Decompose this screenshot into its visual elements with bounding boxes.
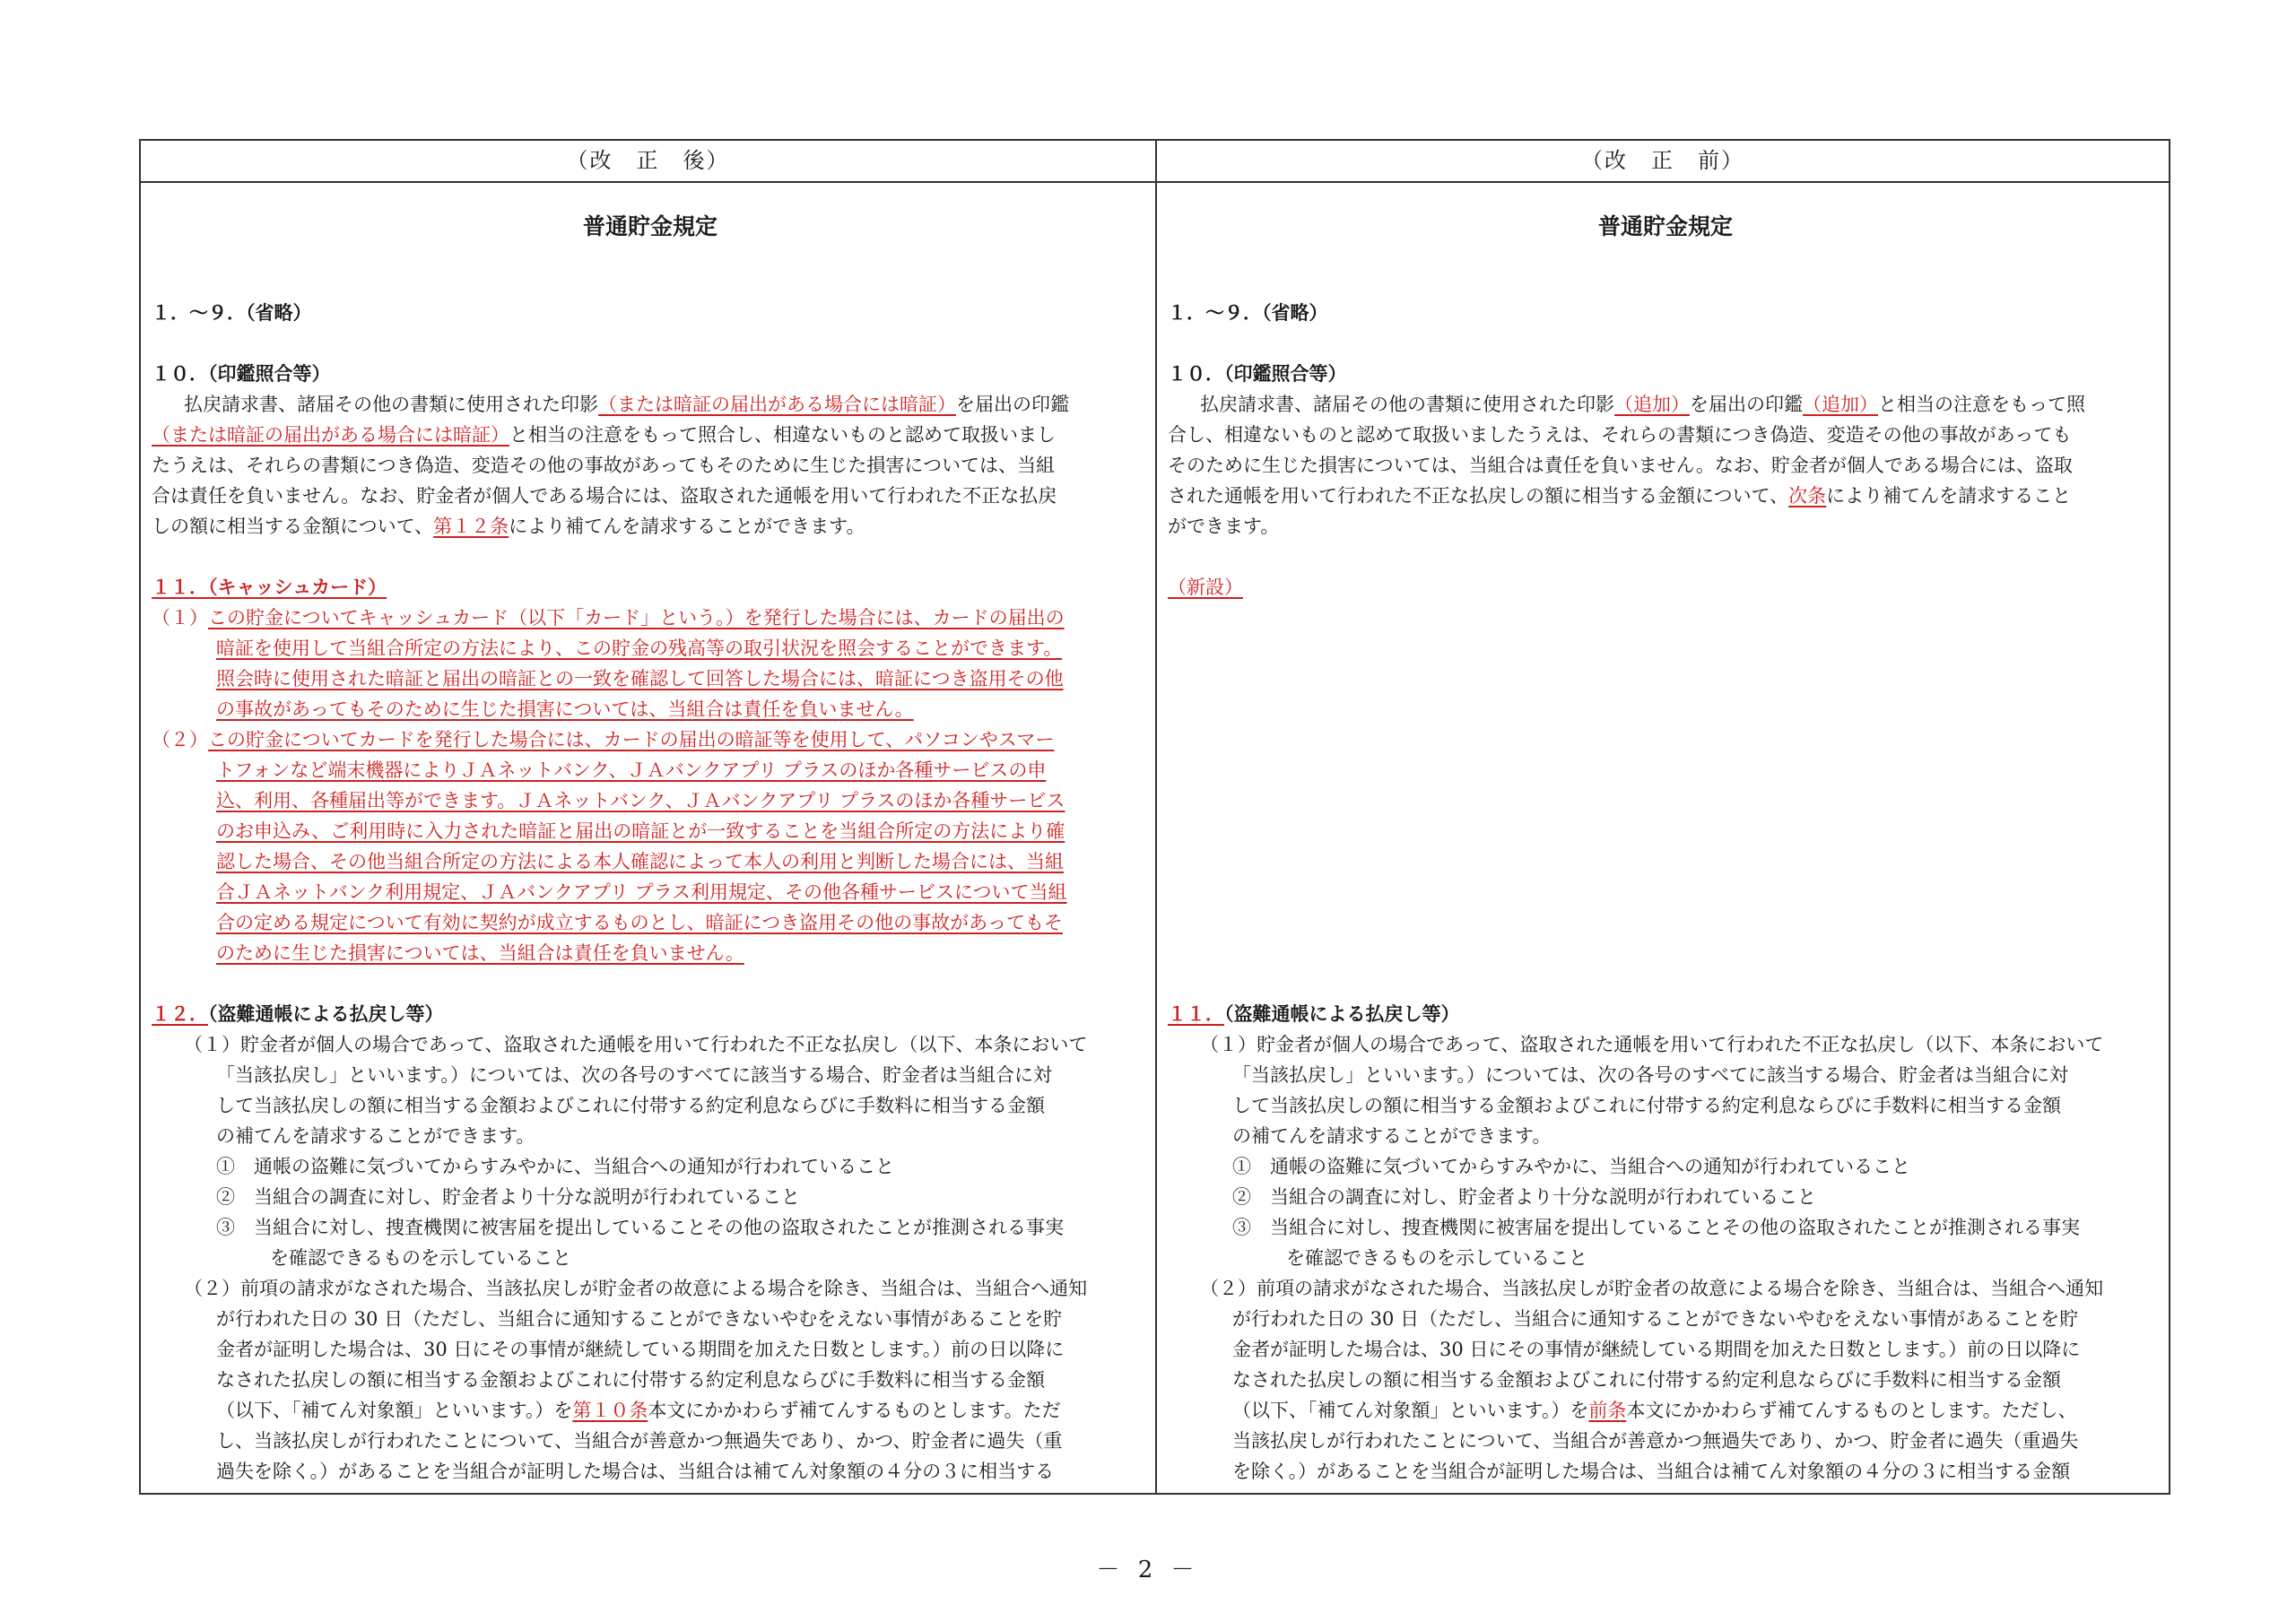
section-10-text: たうえは、それらの書類につき偽造、変造その他の事故があってもそのために生じた損害については、当組: [152, 455, 1055, 476]
section-10-text: [152, 389, 1149, 420]
section-10-heading: １０．（印鑑照合等）: [1168, 362, 1347, 385]
heading-text: （盗難通帳による払戻し等）: [208, 1002, 444, 1025]
section-10-text: [152, 511, 1149, 542]
clause-2: ② 当組合の調査に対し、貯金者より十分な説明が行われていること: [216, 1186, 800, 1208]
text: 払戻請求書、諸届その他の書類に使用された印影: [184, 394, 598, 415]
text: を届出の印鑑: [1690, 394, 1803, 415]
section-10-text: ができます。: [1168, 516, 1280, 537]
clause-3: ③ 当組合に対し、捜査機関に被害届を提出していることその他の盗取されたことが推測される事実: [216, 1217, 1064, 1238]
text: 払戻請求書、諸届その他の書類に使用された印影: [1200, 394, 1614, 415]
text: 本文にかかわらず補てんするものとします。ただし、: [1626, 1400, 2077, 1421]
para-2: が行われた日の 30 日（ただし、当組合に通知することができないやむをえない事情があることを貯: [216, 1308, 1063, 1330]
section-11-text: 暗証を使用して当組合所定の方法により、この貯金の残高等の取引状況を照会することができます。: [216, 638, 1063, 659]
section-11-text: 照会時に使用された暗証と届出の暗証との一致を確認して回答した場合には、暗証につき盗用その他: [216, 668, 1064, 690]
para-2: [152, 1395, 1149, 1426]
para-2: 金者が証明した場合は、30 日にその事情が継続している期間を加えた日数とします。）前の日以降に: [1232, 1339, 2081, 1360]
text: しの額に相当する金額について、: [152, 516, 434, 537]
revised-text: 第１２条: [433, 516, 509, 537]
revised-number: １２．: [152, 1002, 208, 1025]
text: （以下、「補てん対象額」といいます。）を: [216, 1400, 573, 1421]
text: により補てんを請求することができます。: [509, 516, 865, 537]
para-1: して当該払戻しの額に相当する金額およびこれに付帯する約定利息ならびに手数料に相当する金額: [216, 1095, 1045, 1116]
section-10-text: そのために生じた損害については、当組合は責任を負いません。なお、貯金者が個人である場合には、盗取: [1168, 455, 2073, 476]
para-2: が行われた日の 30 日（ただし、当組合に通知することができないやむをえない事情があることを貯: [1232, 1308, 2079, 1330]
section-11-item-1: [152, 603, 1149, 633]
section-1-9: １．～９．（省略）: [1168, 301, 1328, 324]
comparison-table: [139, 139, 2170, 1495]
column-divider: [1155, 141, 1157, 1493]
column-after: [152, 183, 1149, 1487]
para-1: （１）貯金者が個人の場合であって、盗取された通帳を用いて行われた不正な払戻し（以下、本条において: [184, 1034, 1088, 1055]
clause-3: を確認できるものを示していること: [270, 1247, 571, 1269]
para-1: 「当該払戻し」といいます。）については、次の各号のすべてに該当する場合、貯金者は当組合に対: [216, 1064, 1052, 1086]
clause-3: ③ 当組合に対し、捜査機関に被害届を提出していることその他の盗取されたことが推測される事実: [1232, 1217, 2080, 1238]
section-11-text: 合の定める規定について有効に契約が成立するものとし、暗証につき盗用その他の事故があってもそ: [216, 912, 1063, 933]
column-before: [1168, 183, 2163, 1487]
section-10-text: [1168, 389, 2163, 420]
text: と相当の注意をもって照合し、相違ないものと認めて取扱いまし: [509, 424, 1056, 446]
revised-number: １１．: [1168, 1002, 1224, 1025]
para-2: なされた払戻しの額に相当する金額およびこれに付帯する約定利息ならびに手数料に相当する金額: [1232, 1369, 2061, 1391]
clause-1: ① 通帳の盗難に気づいてからすみやかに、当組合への通知が行われていること: [1232, 1156, 1910, 1177]
para-1: 「当該払戻し」といいます。）については、次の各号のすべてに該当する場合、貯金者は当組合に対: [1232, 1064, 2068, 1086]
revised-text: （または暗証の届出がある場合には暗証）: [598, 394, 956, 415]
doc-title: 普通貯金規定: [582, 213, 718, 239]
header-after: （改 正 後）: [566, 148, 730, 173]
para-1: の補てんを請求することができます。: [1232, 1125, 1552, 1147]
para-1: して当該払戻しの額に相当する金額およびこれに付帯する約定利息ならびに手数料に相当する金額: [1232, 1095, 2061, 1116]
para-2: し、当該払戻しが行われたことについて、当組合が善意かつ無過失であり、かつ、貯金者に過失（重: [216, 1430, 1063, 1452]
section-11-heading: [1168, 999, 2163, 1029]
para-2: （２）前項の請求がなされた場合、当該払戻しが貯金者の故意による場合を除き、当組合は、当組合へ通知: [1200, 1278, 2104, 1299]
para-2: 金者が証明した場合は、30 日にその事情が継続している期間を加えた日数とします。）前の日以降に: [216, 1339, 1065, 1360]
section-1-9: １．～９．（省略）: [152, 301, 312, 324]
heading-text: （盗難通帳による払戻し等）: [1224, 1002, 1460, 1025]
clause-2: ② 当組合の調査に対し、貯金者より十分な説明が行われていること: [1232, 1186, 1816, 1208]
text: （以下、「補てん対象額」といいます。）を: [1232, 1400, 1589, 1421]
para-2: （２）前項の請求がなされた場合、当該払戻しが貯金者の故意による場合を除き、当組合は、当組合へ通知: [184, 1278, 1088, 1299]
text: と相当の注意をもって照: [1878, 394, 2085, 415]
section-10-text: 合は責任を負いません。なお、貯金者が個人である場合には、盗取された通帳を用いて行われた不正な払戻: [152, 485, 1057, 507]
text: された通帳を用いて行われた不正な払戻しの額に相当する金額について、: [1168, 485, 1789, 507]
section-11-text: 合ＪＡネットバンク利用規定、ＪＡバンクアプリ プラス利用規定、その他各種サービスについて当組: [216, 881, 1067, 903]
revised-text: この貯金についてキャッシュカード（以下「カード」という。）を発行した場合には、カードの届出の: [208, 607, 1065, 629]
clause-3: を確認できるものを示していること: [1286, 1247, 1587, 1269]
para-1: （１）貯金者が個人の場合であって、盗取された通帳を用いて行われた不正な払戻し（以下、本条において: [1200, 1034, 2104, 1055]
item-number: （１）: [152, 607, 208, 629]
section-11-text: のお申込み、ご利用時に入力された暗証と届出の暗証とが一致することを当組合所定の方法により確: [216, 820, 1065, 842]
section-11-text: 込、利用、各種届出等ができます。ＪＡネットバンク、ＪＡバンクアプリ プラスのほか各種サービス: [216, 790, 1065, 811]
section-10-heading: １０．（印鑑照合等）: [152, 362, 331, 385]
para-2: なされた払戻しの額に相当する金額およびこれに付帯する約定利息ならびに手数料に相当する金額: [216, 1369, 1045, 1391]
text: により補てんを請求すること: [1826, 485, 2072, 507]
revised-text: （または暗証の届出がある場合には暗証）: [152, 424, 509, 446]
clause-1: ① 通帳の盗難に気づいてからすみやかに、当組合への通知が行われていること: [216, 1156, 894, 1177]
section-11-text: 認した場合、その他当組合所定の方法による本人確認によって本人の利用と判断した場合には、当組: [216, 851, 1064, 872]
revised-text: 第１０条: [572, 1400, 648, 1421]
para-2: 当該払戻しが行われたことについて、当組合が善意かつ無過失であり、かつ、貯金者に過失（重過失: [1232, 1430, 2079, 1452]
item-number: （２）: [152, 729, 208, 750]
page-number: － 2 －: [1096, 1557, 1200, 1583]
doc-title: 普通貯金規定: [1597, 213, 1733, 239]
para-2: を除く。）があることを当組合が証明した場合は、当組合は補てん対象額の４分の３に相当する金額: [1232, 1461, 2071, 1482]
section-11-item-2: [152, 724, 1149, 755]
para-1: の補てんを請求することができます。: [216, 1125, 535, 1147]
section-10-text: [152, 420, 1149, 450]
para-2: 過失を除く。）があることを当組合が証明した場合は、当組合は補てん対象額の４分の３に相当する: [216, 1461, 1055, 1482]
section-11-text: トフォンなど端末機器によりＪＡネットバンク、ＪＡバンクアプリ プラスのほか各種サービスの申: [216, 759, 1047, 781]
section-11-text: の事故があってもそのために生じた損害については、当組合は責任を負いません。: [216, 698, 914, 720]
section-12-heading: [152, 999, 1149, 1029]
revised-text: 前条: [1588, 1400, 1627, 1421]
para-2: [1168, 1395, 2163, 1426]
section-11-heading: １１．（キャッシュカード）: [152, 576, 387, 598]
header-before: （改 正 前）: [1581, 148, 1744, 173]
revised-text: この貯金についてカードを発行した場合には、カードの届出の暗証等を使用して、パソコンやスマー: [208, 729, 1055, 750]
new-section-marker: （新設）: [1168, 577, 1243, 598]
text: を届出の印鑑: [956, 394, 1069, 415]
section-10-text: 合し、相違ないものと認めて取扱いましたうえは、それらの書類につき偽造、変造その他の事故があっても: [1168, 424, 2072, 446]
revised-text: （追加）: [1614, 394, 1690, 415]
section-11-text: のために生じた損害については、当組合は責任を負いません。: [216, 942, 744, 964]
text: 本文にかかわらず補てんするものとします。ただ: [648, 1400, 1061, 1421]
revised-text: 次条: [1788, 485, 1827, 507]
revised-text: （追加）: [1803, 394, 1878, 415]
section-10-text: [1168, 481, 2163, 511]
